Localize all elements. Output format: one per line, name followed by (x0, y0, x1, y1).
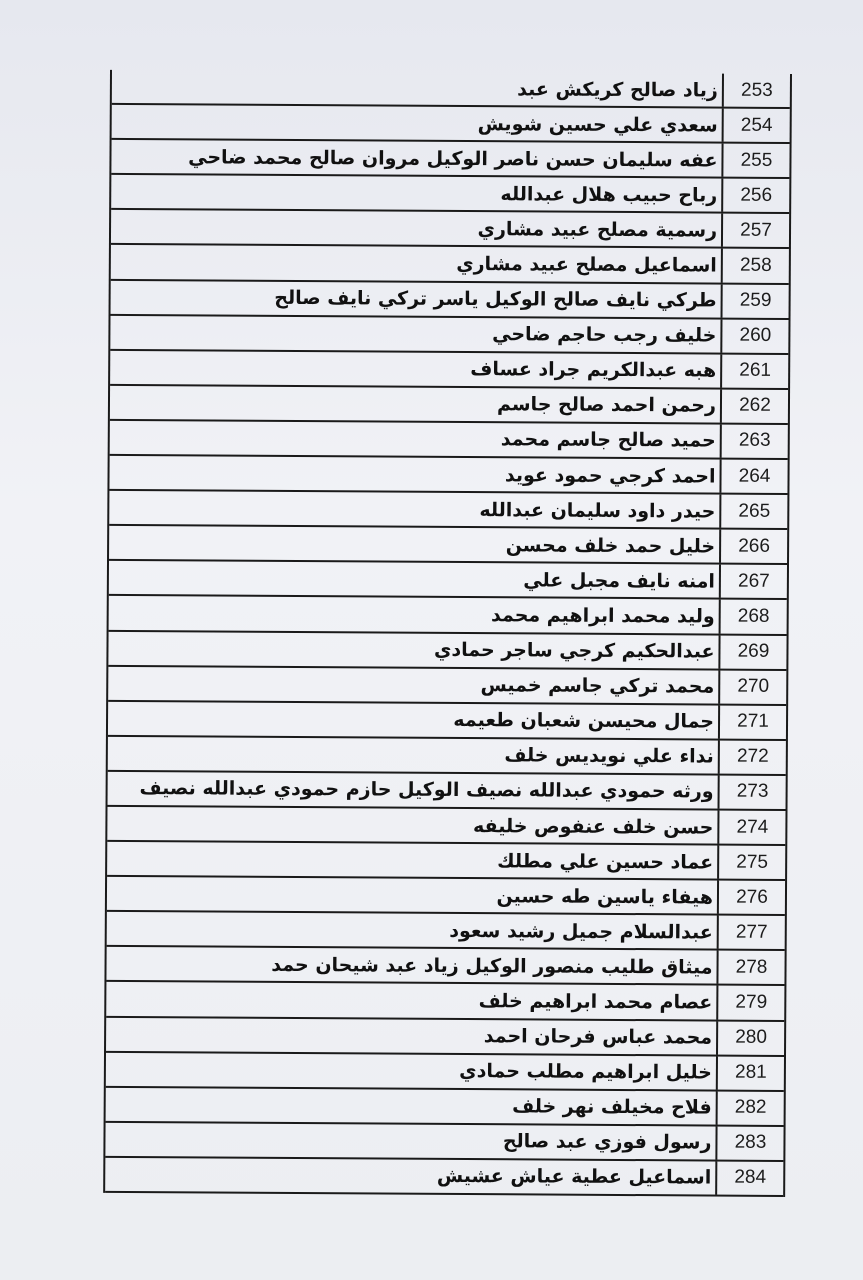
name-cell: ورثه حمودي عبدالله نصيف الوكيل حازم حمودي عبدالله نصيف (139, 777, 714, 803)
number-cell: 273 (718, 775, 786, 809)
number-cell: 266 (719, 530, 787, 564)
table-row (105, 1123, 783, 1162)
table-row (110, 421, 788, 460)
table-row (108, 666, 786, 705)
number-cell: 270 (718, 670, 786, 704)
number-cell: 277 (717, 916, 785, 950)
number-cell: 263 (720, 425, 788, 459)
table-row (106, 1052, 784, 1091)
table-row (109, 526, 787, 565)
name-cell: هيفاء ياسين طه حسين (496, 884, 714, 909)
table-row (107, 912, 785, 951)
number-cell: 278 (716, 951, 784, 985)
name-cell: هبه عبدالكريم جراد عساف (470, 358, 717, 382)
name-cell: وليد محمد ابراهيم محمد (490, 604, 715, 628)
table-row (111, 210, 789, 249)
number-cell: 260 (720, 319, 788, 353)
name-cell: رحمن احمد صالح جاسم (496, 393, 717, 417)
name-cell: عبدالسلام جميل رشيد سعود (449, 919, 713, 944)
number-cell: 256 (721, 179, 789, 213)
table-row (109, 561, 787, 600)
table-row (110, 386, 788, 425)
table-row (111, 175, 789, 214)
number-cell: 283 (715, 1126, 783, 1160)
table-row (106, 982, 784, 1021)
table-row (109, 596, 787, 635)
number-cell: 268 (719, 600, 787, 634)
name-cell: ميثاق طليب منصور الوكيل زياد عبد شيحان حمد (271, 953, 713, 979)
number-cell: 255 (721, 144, 789, 178)
name-cell: حيدر داود سليمان عبدالله (479, 498, 716, 523)
number-cell: 254 (722, 109, 790, 143)
number-cell: 271 (718, 705, 786, 739)
table-row (107, 842, 785, 881)
name-cell: حسن خلف عنفوص خليفه (472, 814, 714, 839)
number-cell: 259 (721, 284, 789, 318)
table-row (111, 280, 789, 319)
table-row (108, 772, 786, 811)
number-cell: 276 (717, 881, 785, 915)
number-cell: 281 (716, 1056, 784, 1090)
name-cell: فلاح مخيلف نهر خلف (512, 1095, 712, 1119)
table-row (109, 456, 787, 495)
table-row (105, 1158, 783, 1197)
number-cell: 258 (721, 249, 789, 283)
number-cell: 267 (719, 565, 787, 599)
table-row (109, 491, 787, 530)
table-row (108, 702, 786, 741)
number-cell: 275 (717, 846, 785, 880)
name-cell: زياد صالح كريكش عبد (517, 77, 718, 102)
number-cell: 282 (716, 1091, 784, 1125)
name-cell: محمد تركي جاسم خميس (480, 674, 715, 698)
number-cell: 262 (720, 389, 788, 423)
name-cell: عفه سليمان حسن ناصر الوكيل مروان صالح محمد ضاحي (188, 146, 718, 172)
number-cell: 272 (718, 740, 786, 774)
name-cell: رباح حبيب هلال عبدالله (500, 183, 718, 207)
table-row (112, 105, 790, 144)
table-row (108, 631, 786, 670)
number-cell: 264 (719, 460, 787, 494)
name-cell: نداء علي نويديس خلف (504, 744, 714, 768)
number-cell: 269 (718, 635, 786, 669)
table-row (111, 245, 789, 284)
name-cell: حميد صالح جاسم محمد (500, 428, 716, 453)
name-cell: اسماعيل عطية عياش عشيش (436, 1165, 712, 1189)
number-cell: 274 (717, 811, 785, 845)
number-cell: 284 (715, 1161, 783, 1195)
table-row (106, 1017, 784, 1056)
table-row (112, 70, 790, 109)
table-row (111, 140, 789, 179)
name-cell: طركي نايف صالح الوكيل ياسر تركي نايف صالح (274, 286, 717, 312)
name-cell: خليل ابراهيم مطلب حمادي (459, 1060, 712, 1084)
name-cell: سعدي علي حسين شويش (477, 112, 718, 137)
number-cell: 253 (722, 74, 790, 108)
name-cell: خليف رجب حاجم ضاحي (492, 323, 717, 347)
number-cell: 265 (719, 495, 787, 529)
name-cell: امنه نايف مجبل علي (523, 569, 715, 593)
name-cell: عصام محمد ابراهيم خلف (478, 990, 713, 1014)
number-cell: 280 (716, 1021, 784, 1055)
name-cell: رسول فوزي عبد صالح (502, 1130, 712, 1154)
name-cell: عبدالحكيم كرجي ساجر حمادي (433, 638, 715, 663)
table-row (107, 807, 785, 846)
number-cell: 257 (721, 214, 789, 248)
table-row (106, 1088, 784, 1127)
name-cell: احمد كرجي حمود عويد (504, 463, 716, 488)
table-row (107, 877, 785, 916)
name-cell: عماد حسين علي مطلك (497, 849, 714, 874)
name-cell: محمد عباس فرحان احمد (483, 1025, 713, 1049)
table-row (106, 947, 784, 986)
names-table (103, 70, 792, 1197)
name-cell: جمال محيسن شعبان طعيمه (453, 709, 715, 733)
number-cell: 261 (720, 354, 788, 388)
table-row (110, 315, 788, 354)
table-row (108, 737, 786, 776)
number-cell: 279 (716, 986, 784, 1020)
name-cell: اسماعيل مصلح عبيد مشاري (456, 252, 717, 277)
table-row (110, 351, 788, 390)
name-cell: خليل حمد خلف محسن (505, 534, 716, 558)
name-cell: رسمية مصلح عبيد مشاري (477, 218, 718, 242)
